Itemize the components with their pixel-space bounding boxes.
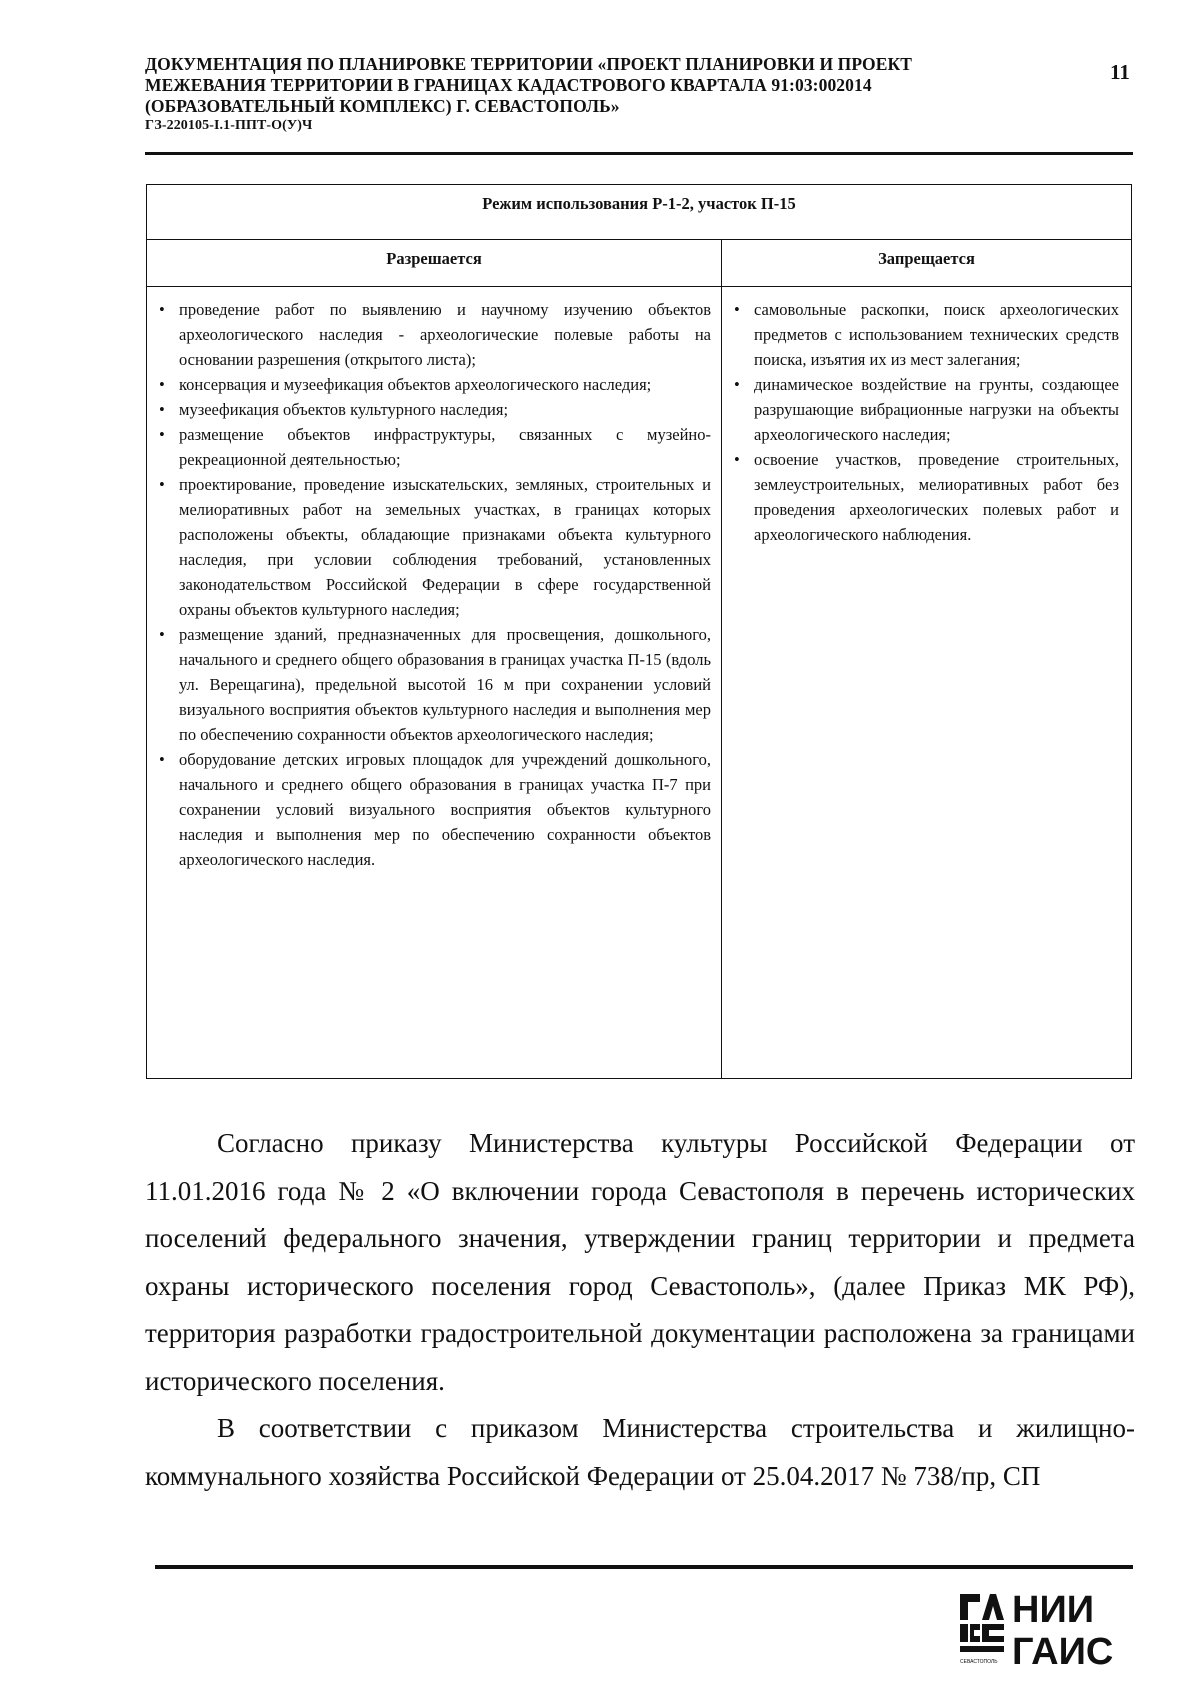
- allowed-list-item: • размещение зданий, предназначенных для просвещения, дошкольного, начального и среднего общего образования в границах участка П-15 (вдоль ул. Верещагина), предельной высотой 16 м при сохранении условий визуального восприятия объектов культурного наследия и выполнения мер по обеспечению сохранности объектов археологического наследия;: [179, 622, 711, 747]
- allowed-list-item: • оборудование детских игровых площадок для учреждений дошкольного, начального и среднего общего образования в границах участка П-7 при сохранении условий визуального восприятия объектов культурного наследия и выполнения мер по обеспечению сохранности объектов археологического наследия.: [179, 747, 711, 872]
- logo-text-top: НИИ: [1012, 1590, 1095, 1631]
- allowed-list-item: • проведение работ по выявлению и научному изучению объектов археологического наследия - археологические полевые работы на основании разрешения (открытого листа);: [179, 297, 711, 372]
- paragraph-1: Согласно приказу Министерства культуры Российской Федерации от 11.01.2016 года № 2 «О включении города Севастополя в перечень исторических поселений федерального значения, утверждении границ территории и предмета охраны исторического поселения город Севастополь», (далее Приказ МК РФ), территория разработки градостроительной документации расположена за границами исторического поселения.: [145, 1128, 1135, 1396]
- header-title-line-1: ДОКУМЕНТАЦИЯ ПО ПЛАНИРОВКЕ ТЕРРИТОРИИ «ПРОЕКТ ПЛАНИРОВКИ И ПРОЕКТ: [145, 54, 913, 74]
- allowed-list-item: • консервация и музеефикация объектов археологического наследия;: [179, 372, 711, 397]
- document-code: ГЗ-220105-I.1-ППТ-О(У)Ч: [145, 118, 313, 133]
- document-header: [145, 54, 995, 135]
- paragraph-2: В соответствии с приказом Министерства строительства и жилищно-коммунального хозяйства Российской Федерации от 25.04.2017 № 738/пр, СП: [145, 1413, 1135, 1491]
- forbidden-list: [722, 287, 1131, 547]
- allowed-list-item: • проектирование, проведение изыскательских, земляных, строительных и мелиоративных работ на земельных участках, в границах которых расположены объекты, обладающие признаками объекта культурного наследия, при условии соблюдения требований, установленных законодательством Российской Федерации в сфере государственной охраны объектов культурного наследия;: [179, 472, 711, 622]
- header-title-line-3: (ОБРАЗОВАТЕЛЬНЫЙ КОМПЛЕКС) Г. СЕВАСТОПОЛЬ»: [145, 96, 620, 116]
- allowed-cell: [147, 287, 722, 1079]
- footer-divider: [155, 1565, 1133, 1569]
- forbidden-list-item: • освоение участков, проведение строительных, землеустроительных, мелиоративных работ без проведения археологических полевых работ и археологического наблюдения.: [754, 447, 1119, 547]
- allowed-column-header: Разрешается: [147, 240, 722, 287]
- forbidden-list-item: • самовольные раскопки, поиск археологических предметов с использованием технических средств поиска, изъятия их из мест залегания;: [754, 297, 1119, 372]
- usage-regime-table: [146, 184, 1132, 1079]
- allowed-list-item: • размещение объектов инфраструктуры, связанных с музейно-рекреационной деятельностью;: [179, 422, 711, 472]
- logo-small-text: СЕВАСТОПОЛЬ: [960, 1659, 998, 1665]
- body-text: [145, 1120, 1135, 1500]
- header-title-line-2: МЕЖЕВАНИЯ ТЕРРИТОРИИ В ГРАНИЦАХ КАДАСТРОВОГО КВАРТАЛА 91:03:002014: [145, 75, 872, 95]
- page-number: 11: [1110, 60, 1130, 84]
- forbidden-cell: [722, 287, 1132, 1079]
- table-caption: Режим использования Р-1-2, участок П-15: [147, 185, 1132, 240]
- forbidden-column-header: Запрещается: [722, 240, 1132, 287]
- allowed-list: [147, 287, 721, 872]
- logo-text-bottom: ГАИС: [1012, 1631, 1114, 1672]
- nii-gais-logo: [960, 1590, 1140, 1672]
- forbidden-list-item: • динамическое воздействие на грунты, создающее разрушающие вибрационные нагрузки на объекты археологического наследия;: [754, 372, 1119, 447]
- header-divider: [145, 152, 1133, 155]
- ga-gs-logo-icon: [960, 1594, 1004, 1652]
- allowed-list-item: • музеефикация объектов культурного наследия;: [179, 397, 711, 422]
